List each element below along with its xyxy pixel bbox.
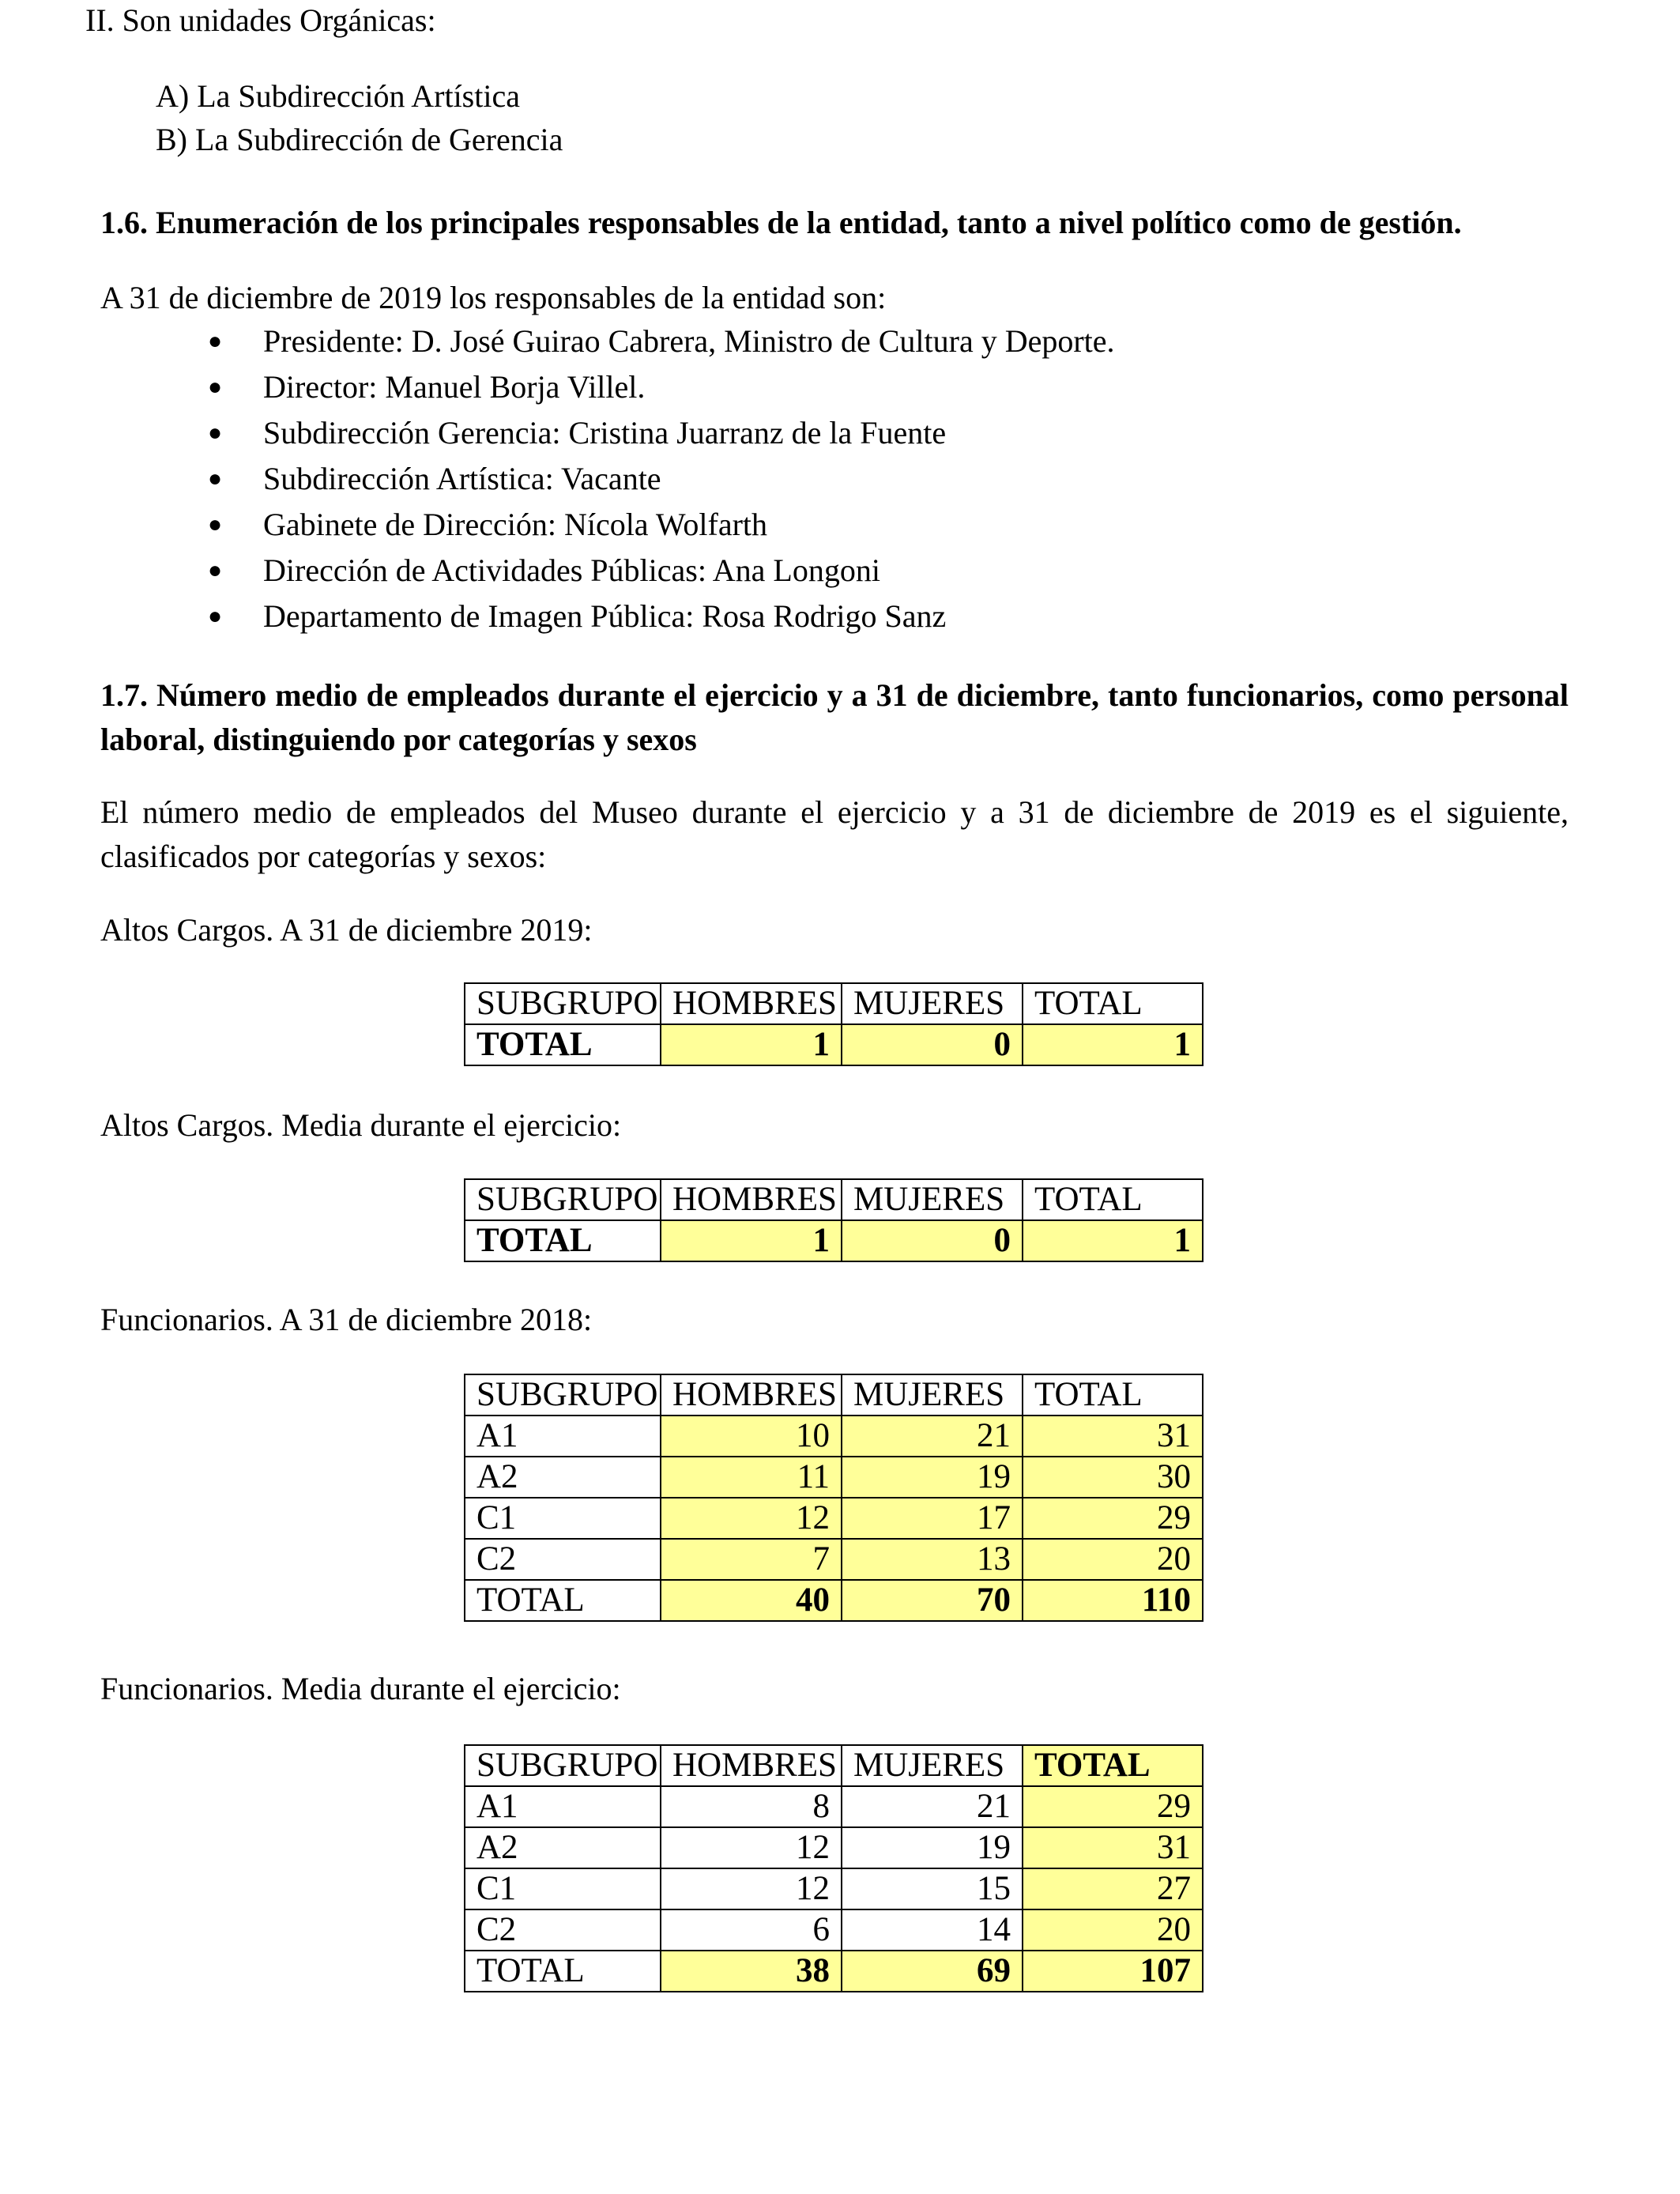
- cell-total: 31: [1023, 1827, 1203, 1868]
- section-1-6-heading: 1.6. Enumeración de los principales responsables de la entidad, tanto a nivel político como de gestión.: [100, 205, 1462, 240]
- col-header-hombres: HOMBRES: [661, 983, 842, 1024]
- intro-item-a: A) La Subdirección Artística: [156, 78, 520, 114]
- table-header-row: [465, 1374, 1203, 1416]
- table-row: [465, 1909, 1203, 1951]
- row-label: A2: [465, 1457, 661, 1498]
- col-header-hombres: HOMBRES: [661, 1745, 842, 1786]
- cell-mujeres: 15: [842, 1868, 1023, 1909]
- col-header-total: TOTAL: [1023, 983, 1203, 1024]
- table-row: [465, 1539, 1203, 1580]
- table-caption: Altos Cargos. A 31 de diciembre 2019:: [100, 912, 593, 948]
- row-label: C1: [465, 1868, 661, 1909]
- table-row: [465, 1827, 1203, 1868]
- table-row: [465, 1498, 1203, 1539]
- cell-mujeres: 17: [842, 1498, 1023, 1539]
- col-header-subgrupo: SUBGRUPO: [465, 1374, 661, 1416]
- cell-total: 1: [1023, 1024, 1203, 1065]
- table-row: [465, 1457, 1203, 1498]
- table-row-total: [465, 1580, 1203, 1621]
- row-label: C2: [465, 1909, 661, 1951]
- cell-hombres: 12: [661, 1827, 842, 1868]
- col-header-mujeres: MUJERES: [842, 1745, 1023, 1786]
- cell-hombres: 7: [661, 1539, 842, 1580]
- col-header-total: TOTAL: [1023, 1374, 1203, 1416]
- row-label: C2: [465, 1539, 661, 1580]
- cell-total: 20: [1023, 1539, 1203, 1580]
- altos-cargos-media-table: [464, 1178, 1203, 1262]
- cell-mujeres: 21: [842, 1786, 1023, 1827]
- bullet-icon: ●: [208, 511, 223, 537]
- table-row: [465, 1416, 1203, 1457]
- cell-total: 110: [1023, 1580, 1203, 1621]
- table-header-row: [465, 983, 1203, 1024]
- table-row-total: [465, 1024, 1203, 1065]
- col-header-subgrupo: SUBGRUPO: [465, 1745, 661, 1786]
- intro-line: II. Son unidades Orgánicas:: [85, 2, 436, 38]
- col-header-mujeres: MUJERES: [842, 1374, 1023, 1416]
- table-row-total: [465, 1220, 1203, 1261]
- bullet-icon: ●: [208, 328, 223, 354]
- responsable-item: Subdirección Artística: Vacante: [263, 461, 661, 496]
- section-1-6-lead: A 31 de diciembre de 2019 los responsables de la entidad son:: [100, 280, 887, 315]
- funcionarios-dic-table: [464, 1374, 1203, 1622]
- cell-hombres: 40: [661, 1580, 842, 1621]
- table-row: [465, 1786, 1203, 1827]
- cell-total: 29: [1023, 1786, 1203, 1827]
- responsable-item: Departamento de Imagen Pública: Rosa Rodrigo Sanz: [263, 598, 947, 634]
- cell-total: 107: [1023, 1951, 1203, 1992]
- table-caption: Funcionarios. Media durante el ejercicio:: [100, 1671, 621, 1706]
- cell-hombres: 1: [661, 1024, 842, 1065]
- responsable-item: Director: Manuel Borja Villel.: [263, 369, 646, 405]
- col-header-mujeres: MUJERES: [842, 983, 1023, 1024]
- cell-hombres: 12: [661, 1868, 842, 1909]
- responsable-item: Dirección de Actividades Públicas: Ana Longoni: [263, 552, 880, 588]
- altos-cargos-dic-table: [464, 982, 1203, 1066]
- cell-mujeres: 13: [842, 1539, 1023, 1580]
- section-1-7-heading: 1.7. Número medio de empleados durante el ejercicio y a 31 de diciembre, tanto funcionarios, como personal laboral, distinguiendo por categorías y sexos: [100, 677, 1569, 757]
- row-label: TOTAL: [465, 1951, 661, 1992]
- cell-mujeres: 21: [842, 1416, 1023, 1457]
- responsable-item: Subdirección Gerencia: Cristina Juarranz de la Fuente: [263, 415, 947, 450]
- responsable-item: Presidente: D. José Guirao Cabrera, Ministro de Cultura y Deporte.: [263, 323, 1115, 359]
- row-label: C1: [465, 1498, 661, 1539]
- section-1-7-paragraph: El número medio de empleados del Museo durante el ejercicio y a 31 de diciembre de 2019 es el siguiente, clasificados por categorías y sexos:: [100, 794, 1569, 874]
- cell-hombres: 38: [661, 1951, 842, 1992]
- cell-mujeres: 19: [842, 1827, 1023, 1868]
- table-header-row: [465, 1179, 1203, 1220]
- col-header-total: TOTAL: [1023, 1745, 1203, 1786]
- table-caption: Funcionarios. A 31 de diciembre 2018:: [100, 1302, 593, 1337]
- bullet-icon: ●: [208, 374, 223, 400]
- col-header-subgrupo: SUBGRUPO: [465, 1179, 661, 1220]
- cell-hombres: 8: [661, 1786, 842, 1827]
- row-label: TOTAL: [465, 1580, 661, 1621]
- bullet-icon: ●: [208, 420, 223, 446]
- col-header-subgrupo: SUBGRUPO: [465, 983, 661, 1024]
- cell-mujeres: 14: [842, 1909, 1023, 1951]
- table-row-total: [465, 1951, 1203, 1992]
- cell-hombres: 6: [661, 1909, 842, 1951]
- cell-mujeres: 70: [842, 1580, 1023, 1621]
- col-header-hombres: HOMBRES: [661, 1374, 842, 1416]
- row-label: A1: [465, 1416, 661, 1457]
- intro-item-b: B) La Subdirección de Gerencia: [156, 122, 563, 157]
- responsable-item: Gabinete de Dirección: Nícola Wolfarth: [263, 507, 768, 542]
- cell-hombres: 10: [661, 1416, 842, 1457]
- cell-hombres: 1: [661, 1220, 842, 1261]
- bullet-icon: ●: [208, 466, 223, 492]
- table-row: [465, 1868, 1203, 1909]
- cell-mujeres: 0: [842, 1220, 1023, 1261]
- col-header-hombres: HOMBRES: [661, 1179, 842, 1220]
- cell-mujeres: 0: [842, 1024, 1023, 1065]
- bullet-icon: ●: [208, 603, 223, 629]
- row-label: TOTAL: [465, 1220, 661, 1261]
- bullet-icon: ●: [208, 557, 223, 583]
- cell-total: 30: [1023, 1457, 1203, 1498]
- cell-hombres: 12: [661, 1498, 842, 1539]
- cell-hombres: 11: [661, 1457, 842, 1498]
- row-label: A2: [465, 1827, 661, 1868]
- cell-total: 29: [1023, 1498, 1203, 1539]
- col-header-total: TOTAL: [1023, 1179, 1203, 1220]
- cell-mujeres: 69: [842, 1951, 1023, 1992]
- cell-total: 27: [1023, 1868, 1203, 1909]
- cell-total: 20: [1023, 1909, 1203, 1951]
- cell-mujeres: 19: [842, 1457, 1023, 1498]
- row-label: TOTAL: [465, 1024, 661, 1065]
- funcionarios-media-table: [464, 1744, 1203, 1992]
- table-caption: Altos Cargos. Media durante el ejercicio:: [100, 1107, 622, 1143]
- row-label: A1: [465, 1786, 661, 1827]
- cell-total: 31: [1023, 1416, 1203, 1457]
- cell-total: 1: [1023, 1220, 1203, 1261]
- table-header-row: [465, 1745, 1203, 1786]
- col-header-mujeres: MUJERES: [842, 1179, 1023, 1220]
